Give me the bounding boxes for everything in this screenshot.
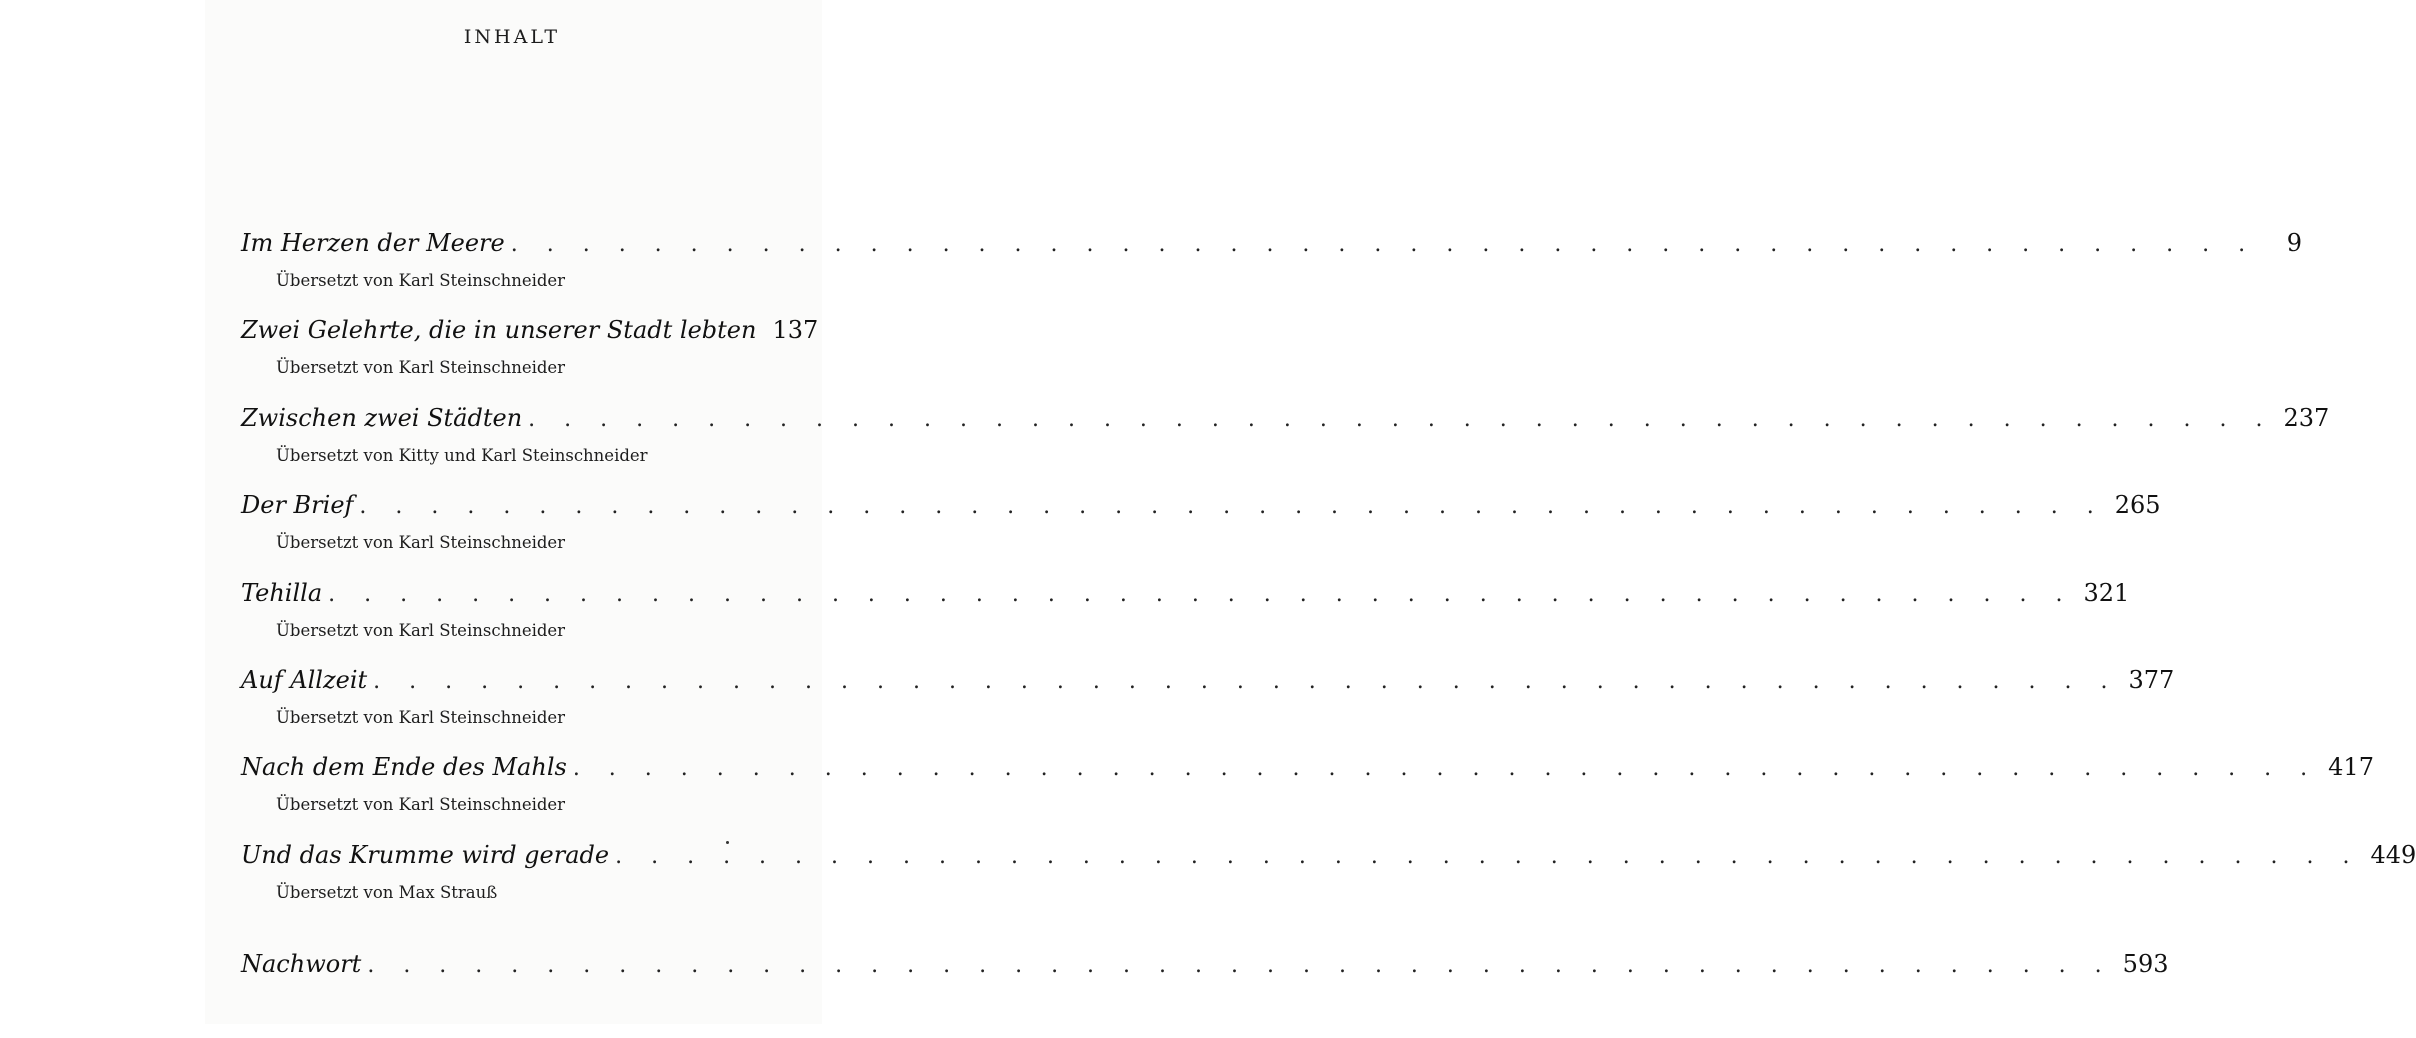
toc-entry — [241, 316, 819, 403]
toc-entry-afterword — [241, 950, 2169, 1037]
toc-entry — [241, 229, 2303, 316]
toc-entry-line — [241, 840, 2416, 881]
toc-entry-translator: Übersetzt von Karl Steinschneider — [276, 707, 566, 727]
toc-entry-line — [241, 229, 2303, 269]
toc-entry-title: Und das Krumme wird gerade — [241, 840, 610, 869]
toc-entry-title: Tehilla — [241, 578, 323, 607]
toc-leader-dots: . . . . . . . . . . . . . . . . . . . . . . . . . . . . . . . . . . . . . . . . . . . . . . . . . — [510, 232, 2257, 257]
toc-entry-page-number: 265 — [2114, 491, 2161, 520]
page-title: INHALT — [463, 26, 561, 48]
toc-entry-page-number: 593 — [2122, 950, 2169, 979]
toc-entry — [241, 665, 2175, 753]
toc-entry-page-number: 237 — [2283, 403, 2330, 432]
toc-entry — [241, 753, 2374, 840]
toc-entry-title: Zwischen zwei Städten — [241, 403, 523, 432]
toc-leader-dots: . . . . . . . . . . . . . . . . . . . . . . . . . . . . . . . . . . . . . . . . . . . . . . . . . — [367, 953, 2113, 979]
toc-entry-line — [241, 753, 2374, 793]
toc-leader-dots: . . . . . . . . . . . . . . . . . . . . . . . . . . . . . . . . . . . . . . . . . . . . . . . . . — [528, 406, 2274, 432]
toc-entry-line — [241, 665, 2175, 706]
toc-entry-line — [241, 491, 2161, 531]
toc-entry-title: Der Brief — [241, 491, 354, 520]
toc-entry-translator: Übersetzt von Karl Steinschneider — [276, 358, 566, 378]
table-of-contents — [241, 229, 2416, 1038]
toc-entry-page-number: 9 — [2286, 229, 2303, 257]
ink-speck — [726, 841, 729, 844]
toc-leader-dots: . . . . . . . . . . . . . . . . . . . . . . . . . . . . . . . . . . . . . . . . . . . . . . . . . — [615, 843, 2361, 869]
toc-entry-title: Nachwort — [241, 950, 362, 979]
toc-entry — [241, 403, 2330, 491]
toc-entry — [241, 491, 2161, 578]
toc-entry-page-number: 321 — [2083, 578, 2130, 607]
toc-entry-title: Nach dem Ende des Mahls — [241, 753, 567, 782]
toc-leader-dots: . . . . . . . . . . . . . . . . . . . . . . . . . . . . . . . . . . . . . . . . . . . . . . . . . — [572, 756, 2319, 782]
toc-leader-dots: . . . . . . . . . . . . . . . . . . . . . . . . . . . . . . . . . . . . . . . . . . . . . . . . . — [373, 668, 2119, 694]
toc-entry-translator: Übersetzt von Karl Steinschneider — [276, 533, 566, 553]
toc-entry — [241, 840, 2416, 928]
toc-leader-dots: . . . . . . . . . . . . . . . . . . . . . . . . . . . . . . . . . . . . . . . . . . . . . . . . . — [328, 581, 2074, 607]
toc-entry-line — [241, 403, 2330, 444]
toc-entry-line — [241, 950, 2169, 990]
toc-entry-title: Im Herzen der Meere — [241, 229, 505, 257]
toc-entry-line — [241, 316, 819, 356]
toc-entry-page-number: 417 — [2328, 753, 2374, 782]
toc-entry-translator: Übersetzt von Karl Steinschneider — [276, 620, 566, 640]
toc-entry-translator: Übersetzt von Karl Steinschneider — [276, 271, 566, 290]
toc-entry-translator: Übersetzt von Karl Steinschneider — [276, 795, 566, 815]
toc-entry-title: Auf Allzeit — [241, 665, 368, 694]
toc-entry-page-number: 137 — [772, 316, 819, 345]
toc-entry-line — [241, 578, 2130, 619]
toc-entry-page-number: 449 — [2370, 840, 2416, 869]
toc-entry-translator: Übersetzt von Max Strauß — [276, 882, 498, 902]
toc-entry-title: Zwei Gelehrte, die in unserer Stadt lebten — [241, 316, 757, 345]
toc-entry-page-number: 377 — [2128, 665, 2175, 694]
toc-leader-dots: . . . . . . . . . . . . . . . . . . . . . . . . . . . . . . . . . . . . . . . . . . . . . . . . . — [359, 494, 2105, 520]
toc-entry — [241, 578, 2130, 666]
toc-entry-translator: Übersetzt von Kitty und Karl Steinschneider — [276, 445, 648, 465]
